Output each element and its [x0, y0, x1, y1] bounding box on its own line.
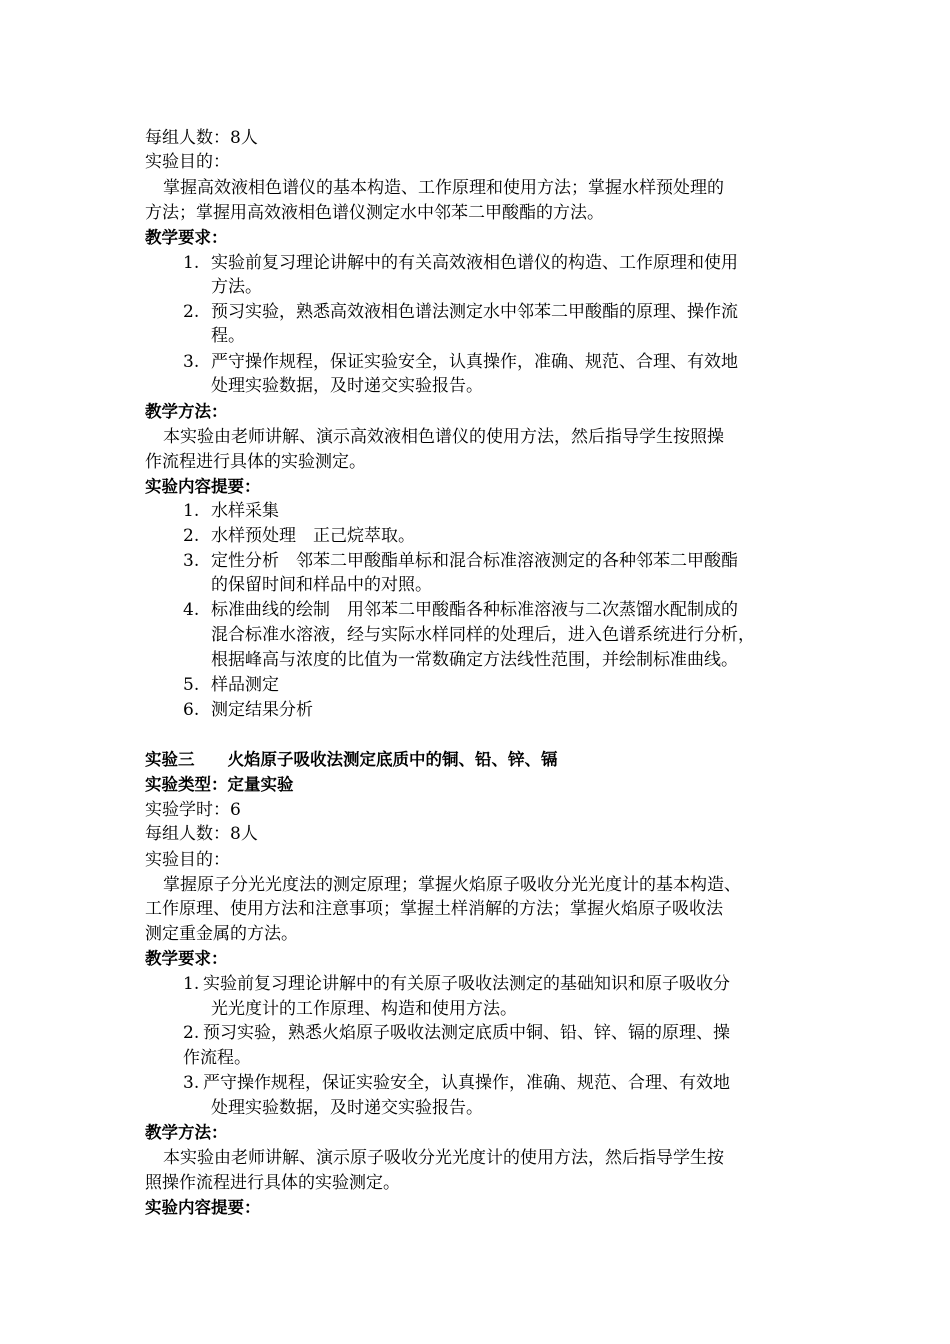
list-item — [183, 350, 738, 374]
list-number: 1. — [183, 253, 200, 273]
list-number: 3. — [183, 551, 200, 571]
list-number: 1. — [183, 974, 200, 994]
purpose-text: 工作原理、使用方法和注意事项；掌握土样消解的方法；掌握火焰原子吸收法 — [145, 899, 723, 919]
list-text: 样品测定 — [211, 675, 279, 695]
section-title: 实验三 火焰原子吸收法测定底质中的铜、铅、锌、镉 — [145, 750, 558, 769]
list-text: 处理实验数据，及时递交实验报告。 — [211, 1098, 483, 1118]
list-item — [183, 1021, 730, 1045]
list-number: 4. — [183, 600, 200, 620]
list-item — [183, 499, 279, 523]
method-heading: 教学方法： — [145, 402, 228, 421]
list-text: 作流程。 — [183, 1048, 251, 1068]
list-text: 定性分析 邻苯二甲酸酯单标和混合标准溶液测定的各种邻苯二甲酸酯 — [211, 551, 738, 571]
list-text: 实验前复习理论讲解中的有关原子吸收法测定的基础知识和原子吸收分 — [203, 974, 730, 994]
purpose-text: 掌握原子分光光度法的测定原理；掌握火焰原子吸收分光光度计的基本构造、 — [163, 875, 741, 895]
list-text: 预习实验，熟悉火焰原子吸收法测定底质中铜、铅、锌、镉的原理、操 — [203, 1023, 730, 1043]
list-item — [183, 1071, 730, 1095]
list-item — [183, 698, 313, 722]
purpose-text: 掌握高效液相色谱仪的基本构造、工作原理和使用方法；掌握水样预处理的 — [163, 178, 724, 198]
experiment-type: 实验类型：定量实验 — [145, 775, 294, 794]
purpose-heading: 实验目的： — [145, 152, 230, 172]
list-number: 2. — [183, 302, 200, 322]
method-text: 作流程进行具体的实验测定。 — [145, 452, 366, 472]
list-text: 的保留时间和样品中的对照。 — [211, 575, 432, 595]
list-number: 5. — [183, 675, 200, 695]
list-text: 测定结果分析 — [211, 700, 313, 720]
list-text: 严守操作规程，保证实验安全，认真操作，准确、规范、合理、有效地 — [211, 352, 738, 372]
list-text: 水样采集 — [211, 501, 279, 521]
list-text: 方法。 — [211, 277, 262, 297]
list-number: 2. — [183, 1023, 200, 1043]
list-item — [183, 300, 738, 324]
list-item — [183, 673, 279, 697]
list-text: 实验前复习理论讲解中的有关高效液相色谱仪的构造、工作原理和使用 — [211, 253, 738, 273]
method-text: 本实验由老师讲解、演示原子吸收分光光度计的使用方法，然后指导学生按 — [163, 1148, 724, 1168]
list-text: 光光度计的工作原理、构造和使用方法。 — [211, 999, 517, 1019]
list-item — [183, 524, 415, 548]
list-number: 2. — [183, 526, 200, 546]
requirements-heading: 教学要求： — [145, 949, 228, 968]
list-text: 标准曲线的绘制 用邻苯二甲酸酯各种标准溶液与二次蒸馏水配制成的 — [211, 600, 738, 620]
group-size: 每组人数：8人 — [145, 824, 258, 844]
method-heading: 教学方法： — [145, 1123, 228, 1142]
list-text: 根据峰高与浓度的比值为一常数确定方法线性范围，并绘制标准曲线。 — [211, 650, 738, 670]
requirements-heading: 教学要求： — [145, 228, 228, 247]
list-text: 混合标准水溶液，经与实际水样同样的处理后，进入色谱系统进行分析， — [211, 625, 755, 645]
list-item — [183, 598, 738, 622]
list-text: 严守操作规程，保证实验安全，认真操作，准确、规范、合理、有效地 — [203, 1073, 730, 1093]
method-text: 照操作流程进行具体的实验测定。 — [145, 1173, 400, 1193]
purpose-heading: 实验目的： — [145, 850, 230, 870]
purpose-text: 方法；掌握用高效液相色谱仪测定水中邻苯二甲酸酯的方法。 — [145, 203, 604, 223]
list-number: 1. — [183, 501, 200, 521]
list-item — [183, 972, 730, 996]
experiment-hours: 实验学时：6 — [145, 800, 241, 820]
list-text: 预习实验，熟悉高效液相色谱法测定水中邻苯二甲酸酯的原理、操作流 — [211, 302, 738, 322]
list-number: 3. — [183, 352, 200, 372]
list-number: 6. — [183, 700, 200, 720]
content-heading: 实验内容提要： — [145, 1198, 261, 1217]
method-text: 本实验由老师讲解、演示高效液相色谱仪的使用方法，然后指导学生按照操 — [163, 427, 724, 447]
group-size: 每组人数：8人 — [145, 128, 258, 148]
list-text: 程。 — [211, 326, 245, 346]
list-text: 水样预处理 正己烷萃取。 — [211, 526, 415, 546]
content-heading: 实验内容提要： — [145, 477, 261, 496]
list-text: 处理实验数据，及时递交实验报告。 — [211, 376, 483, 396]
list-item — [183, 251, 738, 275]
list-item — [183, 549, 738, 573]
purpose-text: 测定重金属的方法。 — [145, 924, 298, 944]
list-number: 3. — [183, 1073, 200, 1093]
